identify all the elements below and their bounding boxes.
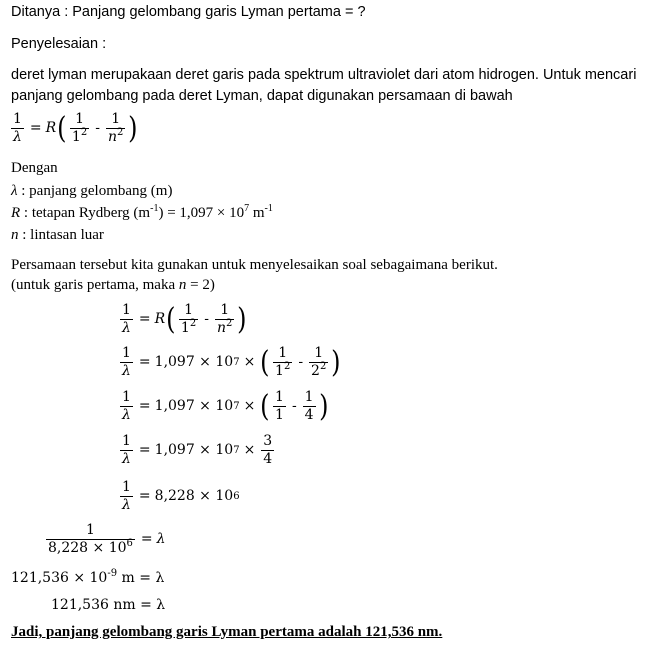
var-n: n : lintasan luar (11, 227, 104, 243)
solution-label: Penyelesaian : (11, 36, 107, 52)
step-5: $\frac{1}{\lambda}$ = 8,228 × 10 6 (122, 479, 240, 514)
conclusion: Jadi, panjang gelombang garis Lyman pertama adalah 121,536 nm. (11, 624, 443, 640)
intro-line-2: panjang gelombang pada deret Lyman, dapat digunakan persamaan di bawah (11, 88, 513, 104)
var-r: R : tetapan Rydberg $(m^{-1}) = 1,097 \times 10^7$ $m^{-1}$ (11, 203, 273, 221)
step-8: 121,536 nm = λ (51, 597, 166, 613)
step-7: $121,536 \times 10^{-9}$ m = λ (11, 568, 165, 586)
step-6: $\frac{1}{8,228 \times 10^6}$ = λ (48, 522, 166, 557)
step-1: $\frac{1}{\lambda}$ = R ( $\frac{1}{1^2}$ - $\frac{1}{n^2}$ ) (122, 301, 247, 337)
question-line: Ditanya : Panjang gelombang garis Lyman pertama = ? (11, 4, 366, 20)
step-4: $\frac{1}{\lambda}$ = 1,097 × 10 7 × $\frac{3}{4}$ (122, 433, 273, 468)
intro-line-1: deret lyman merupakaan deret garis pada spektrum ultraviolet dari atom hidrogen. Untuk mencari (11, 67, 637, 83)
step-3: $\frac{1}{\lambda}$ = 1,097 × 10 7 × ( $\frac{1}{1}$ - $\frac{1}{4}$ ) (122, 388, 329, 424)
var-lambda: λ : panjang gelombang (m) (11, 183, 173, 199)
usage-line-2: (untuk garis pertama, maka n = 2) (11, 277, 215, 293)
with-label: Dengan (11, 160, 58, 176)
rydberg-formula: $\frac{1}{\lambda}$ = R ( $\frac{1}{1^2}$ - $\frac{1}{n^2}$ ) (13, 110, 138, 146)
usage-line-1: Persamaan tersebut kita gunakan untuk menyelesaikan soal sebagaimana berikut. (11, 257, 498, 273)
step-2: $\frac{1}{\lambda}$ = 1,097 × 10 7 × ( $\frac{1}{1^2}$ - $\frac{1}{2^2}$ ) (122, 344, 341, 380)
